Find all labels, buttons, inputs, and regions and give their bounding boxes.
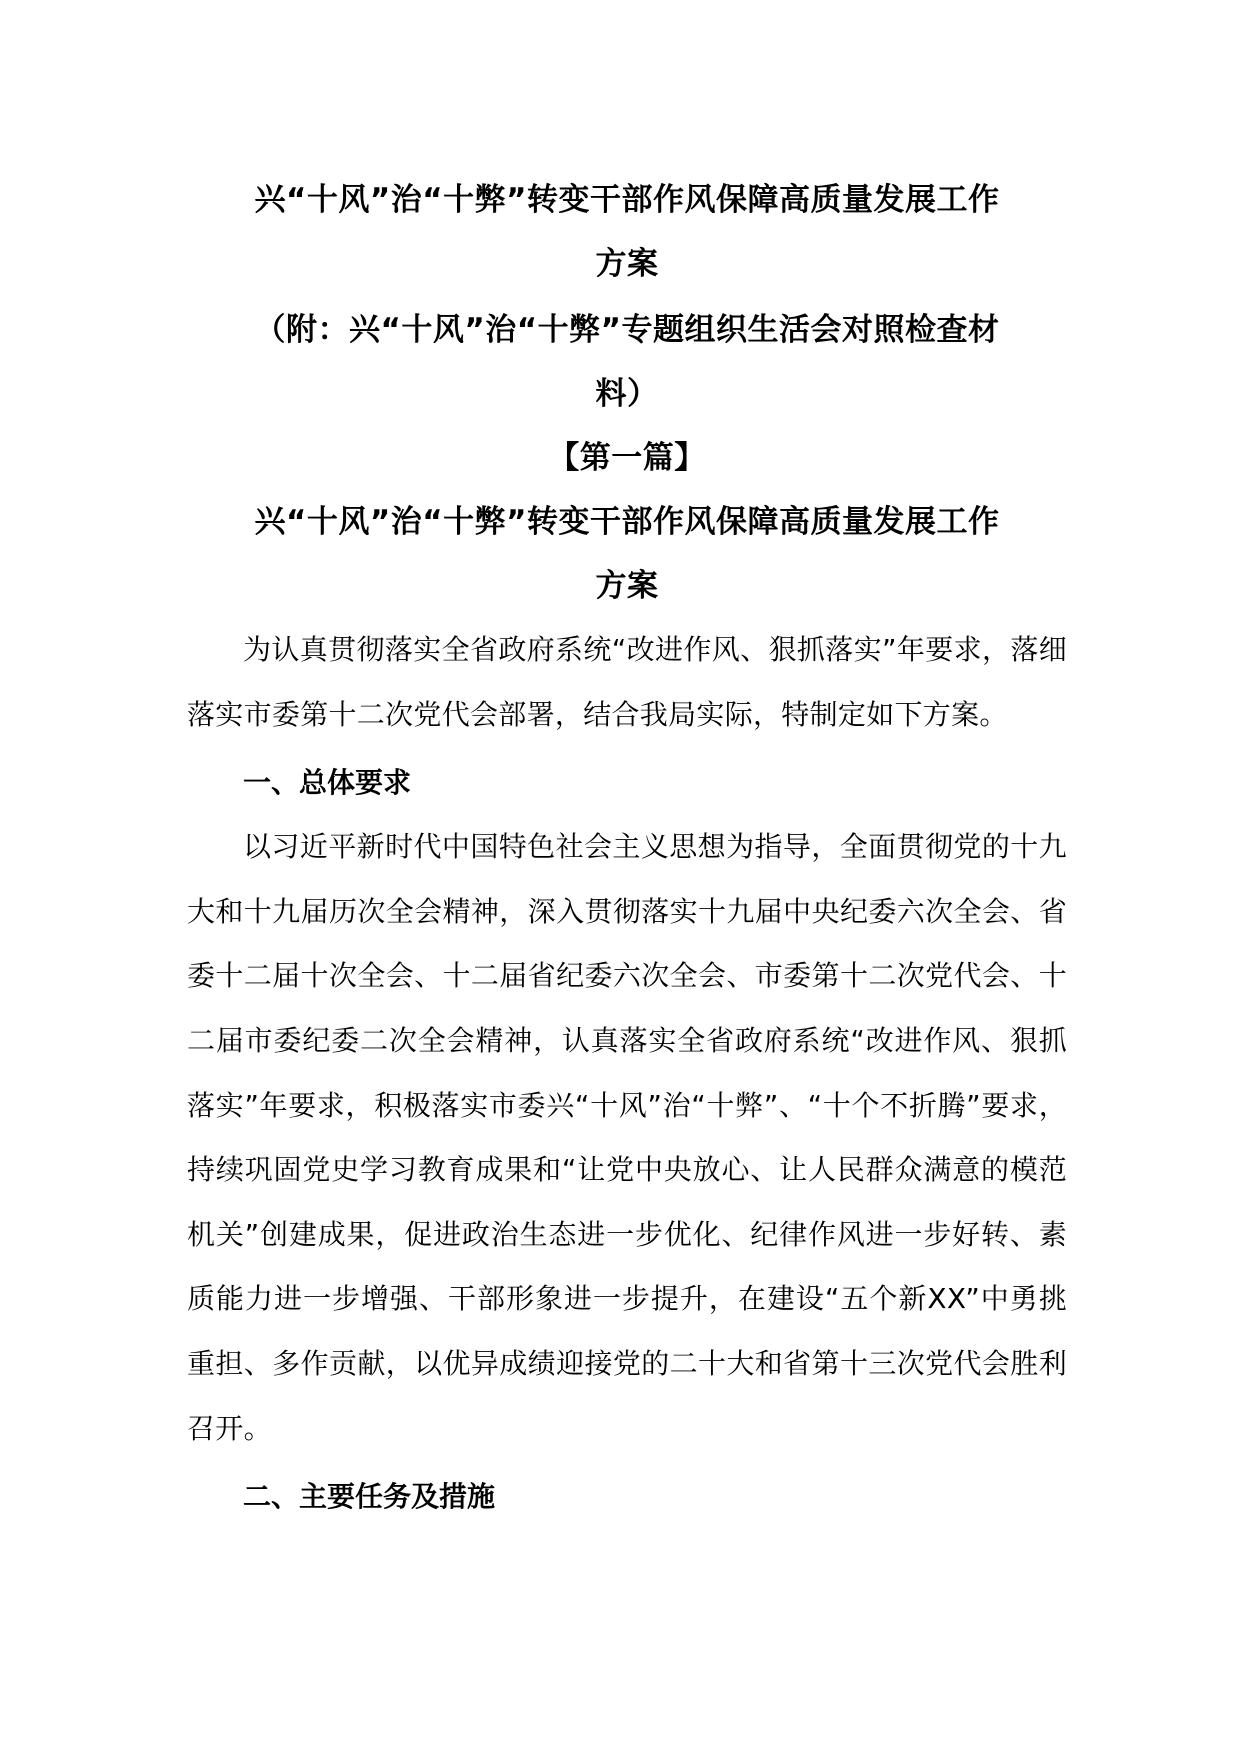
section2-heading: 二、主要任务及措施 — [243, 1480, 496, 1514]
doc-subtitle-line2: 料） — [595, 376, 659, 412]
doc-title-line1: 兴“十风”治“十弊”转变干部作风保障高质量发展工作 — [254, 182, 1000, 218]
intro-paragraph: 为认真贯彻落实全省政府系统“改进作风、狠抓落实”年要求，落细落实市委第十二次党代会部署，结合我局实际，特制定如下方案。 — [187, 633, 1067, 731]
section1-heading: 一、总体要求 — [243, 766, 412, 800]
part-title-line2: 方案 — [595, 568, 659, 604]
section1-paragraph: 以习近平新时代中国特色社会主义思想为指导，全面贯彻党的十九大和十九届历次全会精神，深入贯彻落实十九届中央纪委六次全会、省委十二届十次全会、十二届省纪委六次全会、市委第十二次党代会、十二届市委纪委二次全会精神，认真落实全省政府系统“改进作风、狠抓落实”年要求，积极落实市委兴“十风”治“十弊”、“十个不折腾”要求，持续巩固党史学习教育成果和“让党中央放心、让人民群众满意的模范机关”创建成果，促进政治生态进一步优化、纪律作风进一步好转、素质能力进一步增强、干部形象进一步提升，在建设“五个新XX”中勇挑重担、多作贡献，以优异成绩迎接党的二十大和省第十三次党代会胜利召开。 — [187, 830, 1067, 1445]
doc-title-line2: 方案 — [595, 246, 659, 282]
doc-subtitle-line1: （附：兴“十风”治“十弊”专题组织生活会对照检查材 — [254, 312, 1000, 348]
part-mark: 【第一篇】 — [548, 440, 706, 476]
part-title-line1: 兴“十风”治“十弊”转变干部作风保障高质量发展工作 — [254, 504, 1000, 540]
document-body — [187, 168, 1067, 1529]
